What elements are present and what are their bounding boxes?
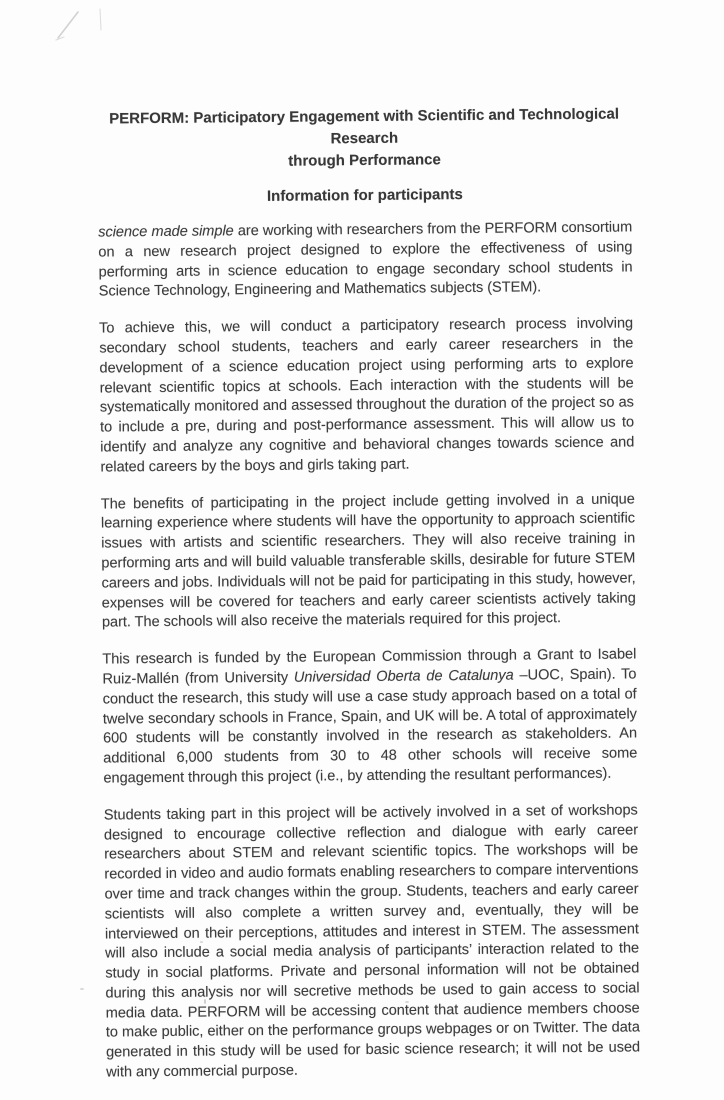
paragraph-workshops [104,801,641,1083]
document-title-line1: PERFORM: Participatory Engagement with Scientific and Technological Research [109,105,620,148]
paragraph-process [99,315,634,478]
text-segment: This research is funded by the European Commission through a Grant to Isabel Ruiz-Mallén (from University [102,646,637,688]
document-subtitle: Information for participants [266,186,463,205]
text-segment: –UOC, Spain). To conduct the research, this study will use a case study approach based on a total of twelve secondary schools in France, Spain, and UK will be. A total of approximately 600 students will be constantly involved in the research as stakeholders. An additional 6,000 students from 30 to 48 other schools will receive some engagement through this project (i.e., by attending the resultant performances). [102,666,638,787]
text-segment: Students taking part in this project will be actively involved in a set of workshops designed to encourage collective reflection and dialogue with early career researchers about STEM and relevant scientific topics. The workshops will be recorded in video and audio formats enabling researchers to compare interventions over time and track changes within the group. Students, teachers and early career scientists will also complete a written survey and, eventually, they will be interviewed on their perceptions, attitudes and interest in STEM. The assessment will also include a social media analysis of participants’ interaction related to the study in social platforms. Private and personal information will not be obtained during this analysis nor will secretive methods be used to gain access to social media data. PERFORM will be accessing content that audience members choose to make public, either on the performance groups webpages or on Twitter. The data generated in this study will be used for basic science research; it will not be used with any commercial purpose. [103,802,641,1081]
pen-mark-icon [48,4,128,49]
paragraph-benefits [101,490,636,634]
document-page [97,103,640,1100]
document-title [97,103,632,174]
paragraph-intro [98,218,633,302]
document-body [98,218,640,1083]
document-title-line2: through Performance [288,151,441,170]
paragraph-funding [102,646,637,790]
scan-speck [80,988,84,990]
text-segment: science made simple [98,223,234,241]
text-segment: To achieve this, we will conduct a participatory research process involving secondary school students, teachers and early career researchers in the development of a science education project using performing arts to explore relevant scientific topics at schools. Each interaction with the students will be systematically monitored and assessed throughout the duration of the project so as to include a pre, during and post-performance assessment. This will allow us to identify and analyze any cognitive and behavioral changes towards science and related careers by the boys and girls taking part. [99,315,635,476]
text-segment: The benefits of participating in the project include getting involved in a unique learning experience where students will have the opportunity to approach scientific issues with artists and scientific researchers. They will also receive training in performing arts and will build valuable transferable skills, desirable for future STEM careers and jobs. Individuals will not be paid for participating in this study, however, expenses will be covered for teachers and early career scientists actively taking part. The schools will also receive the materials required for this project. [100,490,636,631]
text-segment: Universidad Oberta de Catalunya [293,667,514,686]
text-segment: are working with researchers from the PERFORM consortium on a new research project designed to explore the effectiveness of using performing arts in science education to engage secondary school students in Science Technology, Engineering and Mathematics subjects (STEM). [98,219,633,300]
